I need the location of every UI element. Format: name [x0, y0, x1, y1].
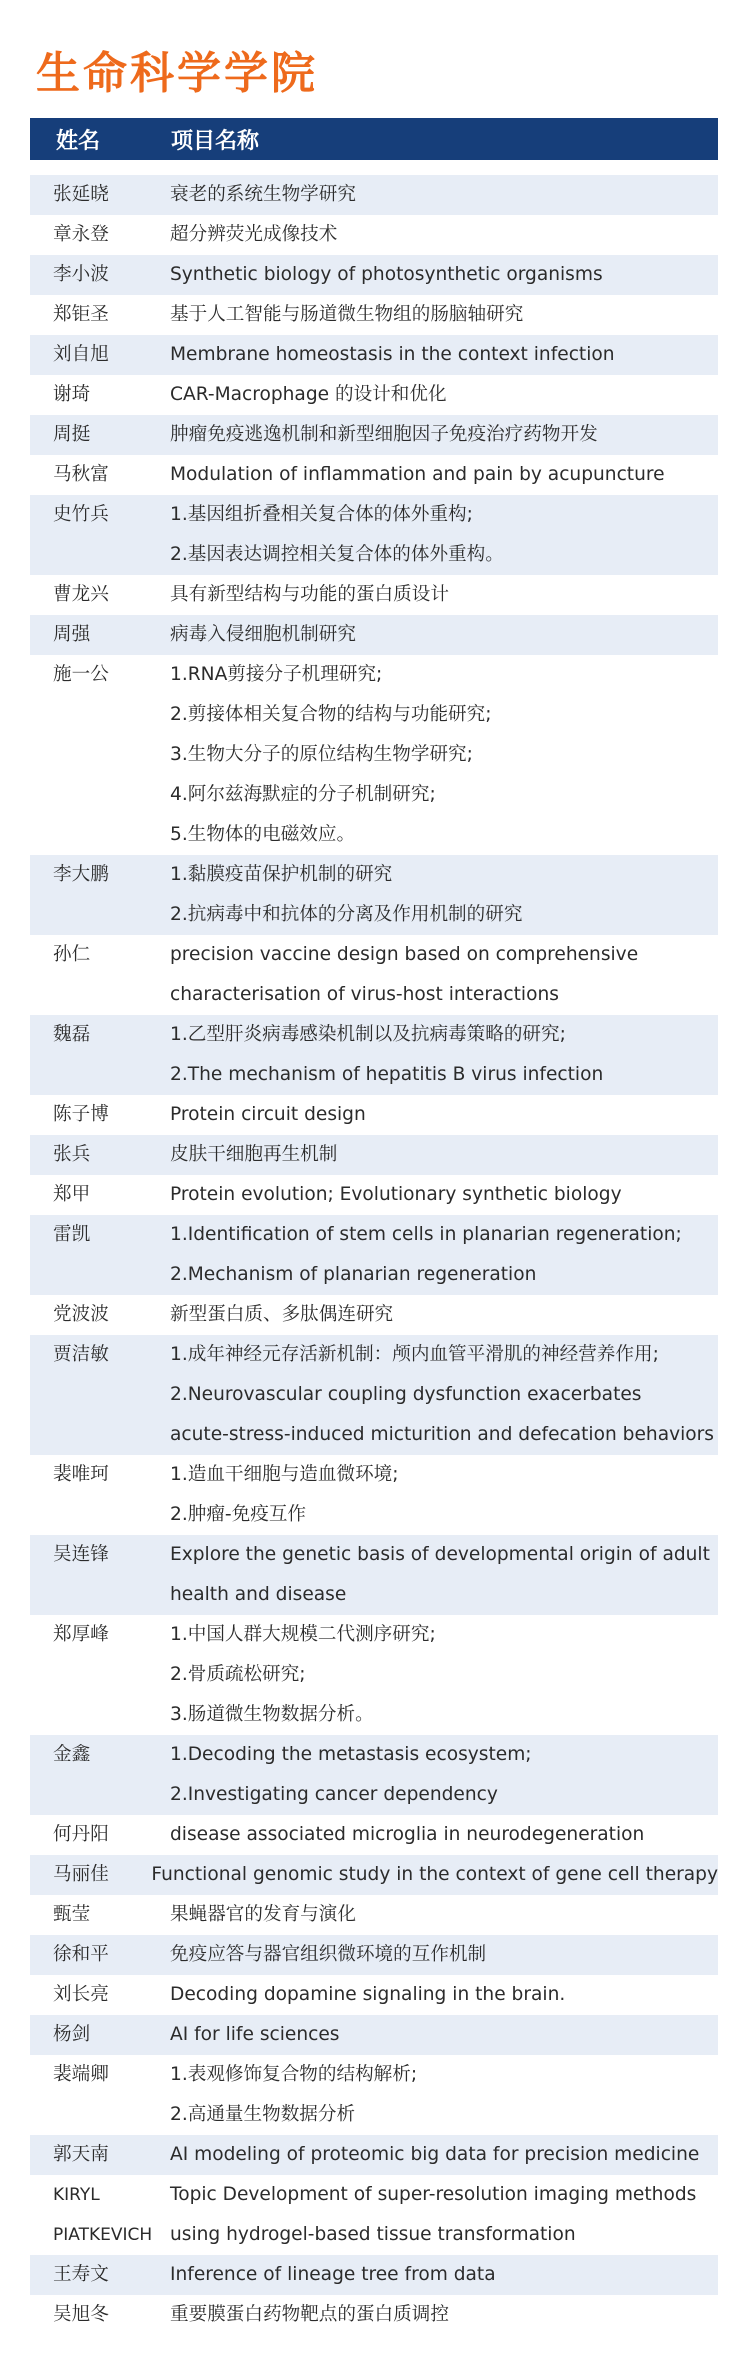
table-row: [30, 1855, 718, 1895]
person-name: [30, 495, 170, 575]
table-row: [30, 1535, 718, 1615]
person-name: [30, 655, 170, 855]
table-row: [30, 2175, 718, 2255]
project-names: [170, 375, 718, 415]
person-name-line: 王寿文: [53, 2264, 109, 2285]
project-names: [170, 615, 718, 655]
project-item: 果蝇器官的发育与演化: [170, 1904, 356, 1925]
project-item: using hydrogel-based tissue transformation: [170, 2224, 576, 2245]
project-names: [170, 1015, 718, 1095]
project-item: 2.Mechanism of planarian regeneration: [170, 1264, 537, 1285]
person-name: [30, 1215, 170, 1295]
project-item: 衰老的系统生物学研究: [170, 184, 356, 205]
person-name: [30, 295, 170, 335]
table-row: [30, 1455, 718, 1535]
project-item: 3.肠道微生物数据分析。: [170, 1704, 374, 1725]
project-names: [170, 2015, 718, 2055]
table-row: [30, 215, 718, 255]
person-name-line: 周挺: [53, 424, 91, 445]
person-name-line: 刘自旭: [53, 344, 109, 365]
project-names: [170, 1935, 718, 1975]
person-name-line: 谢琦: [53, 384, 91, 405]
person-name-line: 张兵: [53, 1144, 91, 1165]
project-item: 1.RNA剪接分子机理研究;: [170, 664, 383, 685]
table-row: [30, 495, 718, 575]
table-row: [30, 1735, 718, 1815]
person-name-line: 魏磊: [53, 1024, 91, 1045]
person-name-line: 章永登: [53, 224, 109, 245]
project-names: [170, 855, 718, 935]
project-item: Topic Development of super-resolution imaging methods: [170, 2184, 697, 2205]
person-name: [30, 855, 170, 935]
person-name-line: 马丽佳: [53, 1864, 109, 1885]
person-name: [30, 1975, 170, 2015]
project-names: [170, 215, 718, 255]
table-row: [30, 295, 718, 335]
project-names: [170, 1335, 718, 1455]
project-item: 超分辨荧光成像技术: [170, 224, 338, 245]
project-item: 重要膜蛋白药物靶点的蛋白质调控: [170, 2304, 449, 2325]
person-name: [30, 2175, 170, 2255]
table-row: [30, 2015, 718, 2055]
table-row: [30, 1095, 718, 1135]
project-item: 2.肿瘤-免疫互作: [170, 1504, 307, 1525]
person-name-line: KIRYL: [53, 2185, 100, 2205]
page-title: 生命科学学院: [36, 48, 318, 99]
project-item: 病毒入侵细胞机制研究: [170, 624, 356, 645]
table-row: [30, 1975, 718, 2015]
person-name: [30, 1135, 170, 1175]
person-name: [30, 1095, 170, 1135]
person-name-line: 陈子博: [53, 1104, 109, 1125]
person-name-line: 金鑫: [53, 1744, 91, 1765]
project-names: [170, 1295, 718, 1335]
person-name: [30, 1335, 170, 1455]
person-name: [30, 2255, 170, 2295]
person-name: [30, 1535, 170, 1615]
project-item: acute-stress-induced micturition and defecation behaviors: [170, 1424, 714, 1445]
table-row: [30, 1615, 718, 1735]
project-names: [170, 255, 718, 295]
person-name: [30, 1295, 170, 1335]
table-row: [30, 855, 718, 935]
project-item: 2.剪接体相关复合物的结构与功能研究;: [170, 704, 492, 725]
person-name: [30, 1895, 170, 1935]
project-item: 2.Neurovascular coupling dysfunction exacerbates: [170, 1384, 642, 1405]
project-item: 免疫应答与器官组织微环境的互作机制: [170, 1944, 487, 1965]
project-item: disease associated microglia in neurodegeneration: [170, 1824, 645, 1845]
person-name-line: 史竹兵: [53, 504, 109, 525]
person-name: [30, 935, 170, 1015]
table-row: [30, 935, 718, 1015]
person-name-line: 郑厚峰: [53, 1624, 109, 1645]
person-name-line: 贾洁敏: [53, 1344, 109, 1365]
person-name: [30, 415, 170, 455]
person-name-line: 徐和平: [53, 1944, 109, 1965]
project-item: 新型蛋白质、多肽偶连研究: [170, 1304, 394, 1325]
table-row: [30, 1895, 718, 1935]
project-item: 1.Identification of stem cells in planarian regeneration;: [170, 1224, 682, 1245]
project-item: 1.基因组折叠相关复合体的体外重构;: [170, 504, 473, 525]
project-item: 2.骨质疏松研究;: [170, 1664, 306, 1685]
person-name: [30, 1615, 170, 1735]
table-row: [30, 1935, 718, 1975]
person-name: [30, 1015, 170, 1095]
person-name-line: 马秋富: [53, 464, 109, 485]
project-item: 1.Decoding the metastasis ecosystem;: [170, 1744, 532, 1765]
project-item: 4.阿尔兹海默症的分子机制研究;: [170, 784, 436, 805]
table-row: [30, 2055, 718, 2135]
project-item: 1.造血干细胞与造血微环境;: [170, 1464, 399, 1485]
person-name: [30, 2015, 170, 2055]
table-row: [30, 375, 718, 415]
project-names: [170, 575, 718, 615]
person-name: [30, 1735, 170, 1815]
table-row: [30, 2255, 718, 2295]
table-row: [30, 1015, 718, 1095]
project-names: [170, 455, 718, 495]
person-name: [30, 1455, 170, 1535]
project-item: 3.生物大分子的原位结构生物学研究;: [170, 744, 473, 765]
person-name-line: 孙仁: [53, 944, 91, 965]
project-names: [170, 1815, 718, 1855]
project-names: [170, 1095, 718, 1135]
project-names: [170, 1615, 718, 1735]
person-name-line: 何丹阳: [53, 1824, 109, 1845]
project-item: 具有新型结构与功能的蛋白质设计: [170, 584, 449, 605]
table-row: [30, 2135, 718, 2175]
person-name-line: 郑甲: [53, 1184, 91, 1205]
project-item: 1.乙型肝炎病毒感染机制以及抗病毒策略的研究;: [170, 1024, 566, 1045]
project-names: [170, 1455, 718, 1535]
person-name: [30, 1935, 170, 1975]
table-header: [30, 118, 718, 160]
person-name: [30, 375, 170, 415]
person-name: [30, 1855, 151, 1895]
person-name: [30, 615, 170, 655]
project-item: 2.抗病毒中和抗体的分离及作用机制的研究: [170, 904, 523, 925]
person-name: [30, 215, 170, 255]
project-table: [30, 175, 718, 2335]
project-item: Modulation of inflammation and pain by acupuncture: [170, 464, 665, 485]
project-item: 2.Investigating cancer dependency: [170, 1784, 498, 1805]
project-names: [170, 295, 718, 335]
project-names: [170, 2055, 718, 2135]
table-row: [30, 255, 718, 295]
table-row: [30, 1175, 718, 1215]
project-item: AI modeling of proteomic big data for precision medicine: [170, 2144, 700, 2165]
person-name-line: 裴唯珂: [53, 1464, 109, 1485]
project-names: [170, 2255, 718, 2295]
project-item: 1.成年神经元存活新机制：颅内血管平滑肌的神经营养作用;: [170, 1344, 659, 1365]
person-name-line: 刘长亮: [53, 1984, 109, 2005]
person-name: [30, 575, 170, 615]
project-item: CAR-Macrophage 的设计和优化: [170, 384, 447, 405]
project-names: [170, 335, 718, 375]
project-item: Inference of lineage tree from data: [170, 2264, 496, 2285]
project-names: [170, 1135, 718, 1175]
project-names: [170, 655, 718, 855]
project-item: 1.黏膜疫苗保护机制的研究: [170, 864, 393, 885]
person-name-line: 杨剑: [53, 2024, 91, 2045]
person-name-line: 曹龙兴: [53, 584, 109, 605]
project-item: precision vaccine design based on comprehensive: [170, 944, 639, 965]
project-column-header: 项目名称: [171, 128, 260, 154]
project-item: 皮肤干细胞再生机制: [170, 1144, 338, 1165]
person-name-line: 吴连锋: [53, 1544, 109, 1565]
table-row: [30, 1335, 718, 1455]
table-row: [30, 1215, 718, 1295]
project-names: [170, 1215, 718, 1295]
project-names: [170, 1735, 718, 1815]
person-name: [30, 175, 170, 215]
person-name: [30, 455, 170, 495]
person-name: [30, 2135, 170, 2175]
table-row: [30, 655, 718, 855]
project-item: Explore the genetic basis of developmental origin of adult: [170, 1544, 710, 1565]
person-name: [30, 1175, 170, 1215]
project-names: [170, 935, 718, 1015]
project-item: 2.The mechanism of hepatitis B virus infection: [170, 1064, 604, 1085]
project-names: [170, 1895, 718, 1935]
table-row: [30, 455, 718, 495]
project-item: 肿瘤免疫逃逸机制和新型细胞因子免疫治疗药物开发: [170, 424, 598, 445]
project-names: [170, 1975, 718, 2015]
table-row: [30, 175, 718, 215]
project-names: [170, 415, 718, 455]
project-item: 2.基因表达调控相关复合体的体外重构。: [170, 544, 504, 565]
table-row: [30, 1135, 718, 1175]
project-item: 2.高通量生物数据分析: [170, 2104, 356, 2125]
table-row: [30, 615, 718, 655]
project-item: Synthetic biology of photosynthetic organisms: [170, 264, 603, 285]
person-name-line: 党波波: [53, 1304, 109, 1325]
project-names: [170, 1175, 718, 1215]
table-row: [30, 415, 718, 455]
person-name-line: 甄莹: [53, 1904, 91, 1925]
project-item: Decoding dopamine signaling in the brain.: [170, 1984, 566, 2005]
person-name: [30, 1815, 170, 1855]
person-name: [30, 2055, 170, 2135]
person-name-line: 周强: [53, 624, 91, 645]
project-item: Protein evolution; Evolutionary synthetic biology: [170, 1184, 622, 1205]
project-item: 1.中国人群大规模二代测序研究;: [170, 1624, 436, 1645]
project-names: [170, 2135, 718, 2175]
project-item: 基于人工智能与肠道微生物组的肠脑轴研究: [170, 304, 524, 325]
person-name-line: 张延晓: [53, 184, 109, 205]
person-name: [30, 255, 170, 295]
person-name-line: 郭天南: [53, 2144, 109, 2165]
table-row: [30, 575, 718, 615]
project-names: [170, 495, 718, 575]
project-item: 1.表观修饰复合物的结构解析;: [170, 2064, 418, 2085]
project-names: [170, 1535, 718, 1615]
person-name-line: 郑钜圣: [53, 304, 109, 325]
name-column-header: 姓名: [56, 128, 101, 154]
project-item: AI for life sciences: [170, 2024, 340, 2045]
project-names: [170, 2295, 718, 2335]
project-names: [170, 175, 718, 215]
project-names: [151, 1855, 718, 1895]
person-name: [30, 2295, 170, 2335]
project-names: [170, 2175, 718, 2255]
person-name: [30, 335, 170, 375]
table-row: [30, 2295, 718, 2335]
person-name-line: 施一公: [53, 664, 109, 685]
project-item: health and disease: [170, 1584, 347, 1605]
table-row: [30, 1295, 718, 1335]
table-row: [30, 335, 718, 375]
person-name-line: 裴端卿: [53, 2064, 109, 2085]
person-name-line: PIATKEVICH: [53, 2225, 153, 2245]
project-item: characterisation of virus-host interactions: [170, 984, 559, 1005]
person-name-line: 李大鹏: [53, 864, 109, 885]
project-item: Protein circuit design: [170, 1104, 366, 1125]
table-row: [30, 1815, 718, 1855]
project-item: 5.生物体的电磁效应。: [170, 824, 356, 845]
project-item: Functional genomic study in the context of gene cell therapy: [151, 1864, 718, 1885]
person-name-line: 雷凯: [53, 1224, 91, 1245]
person-name-line: 吴旭冬: [53, 2304, 109, 2325]
project-item: Membrane homeostasis in the context infection: [170, 344, 615, 365]
person-name-line: 李小波: [53, 264, 109, 285]
